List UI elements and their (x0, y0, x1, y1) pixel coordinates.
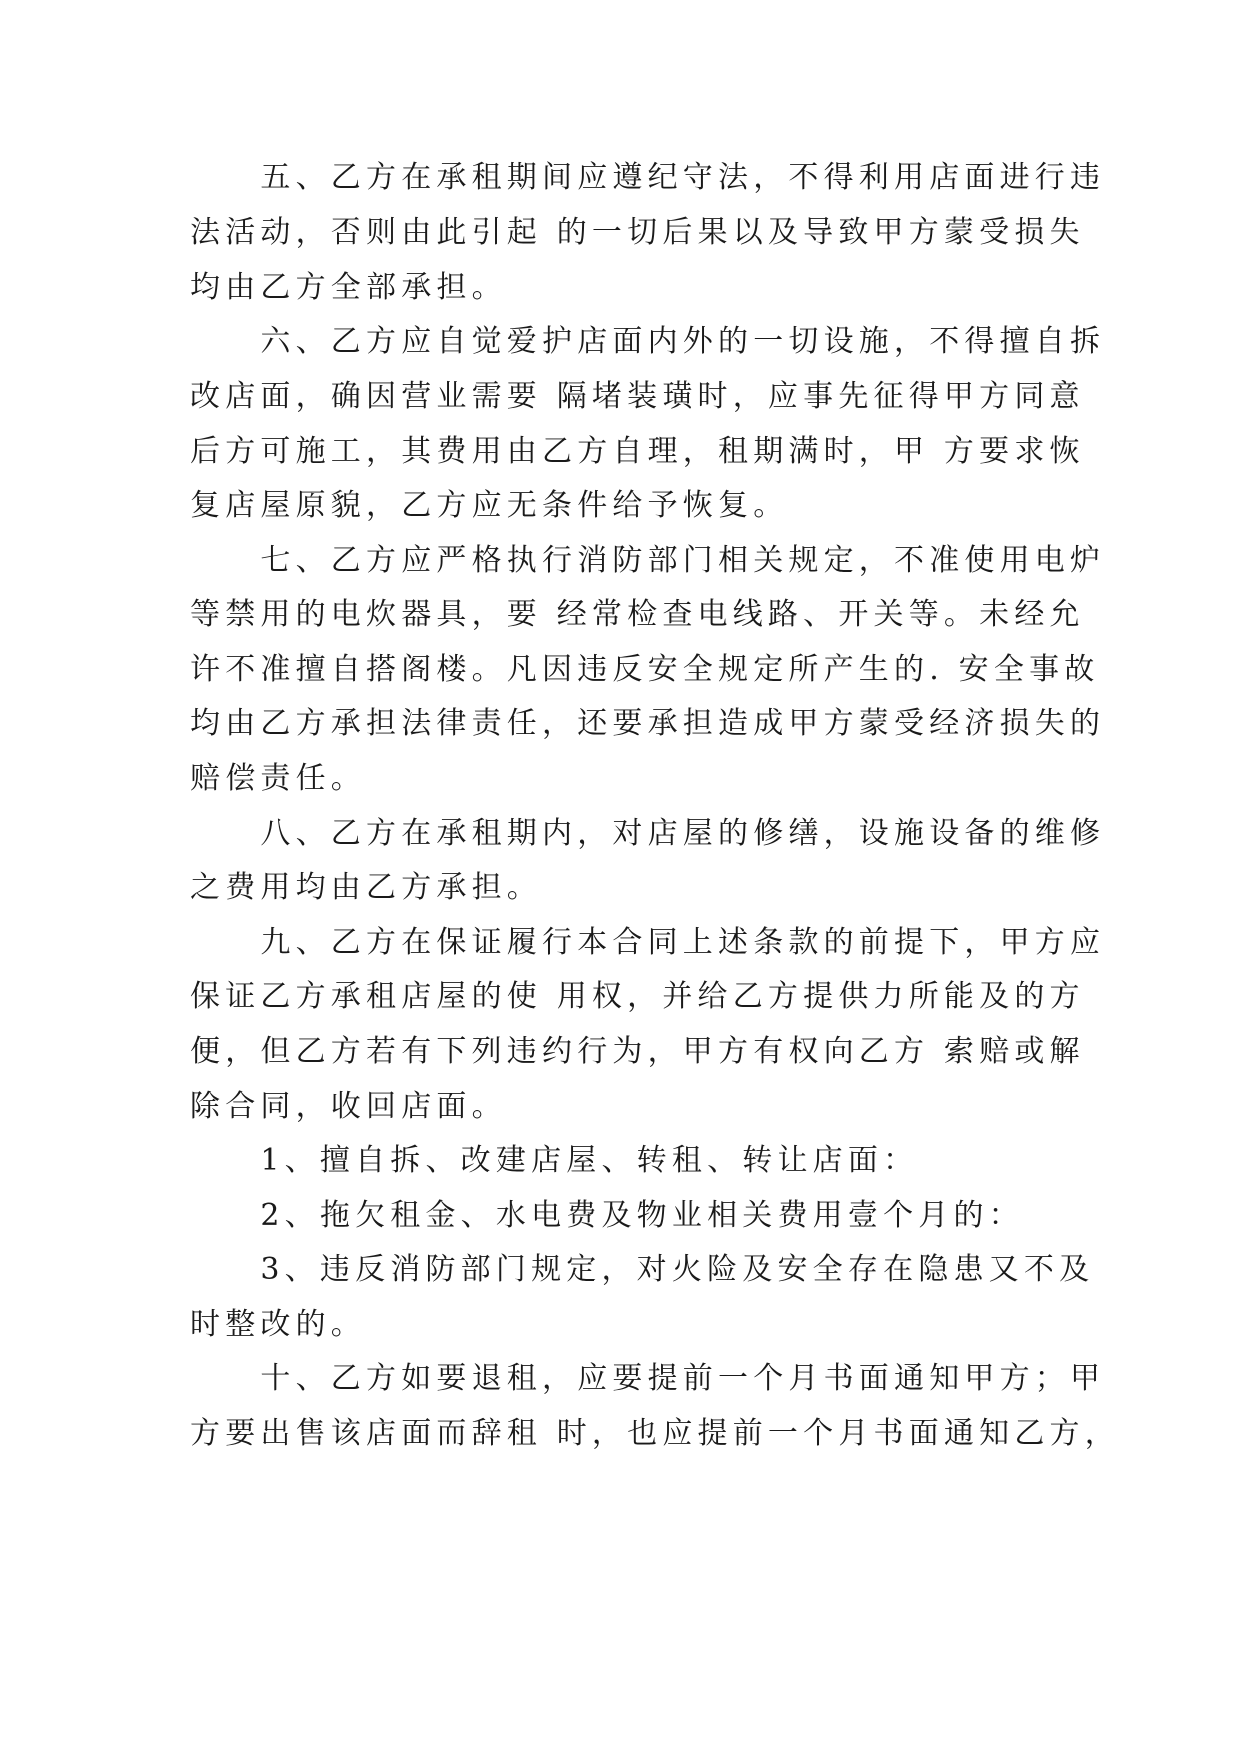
text-line: 1、擅自拆、改建店屋、转租、转让店面： (190, 1143, 919, 1178)
text-line: 复店屋原貌，乙方应无条件给予恢复。 (190, 488, 789, 523)
text-line: 方要出售该店面而辞租 时，也应提前一个月书面通知乙方， (190, 1416, 1120, 1451)
text-line: 许不准擅自搭阁楼。凡因违反安全规定所产生的. 安全事故 (190, 652, 1100, 687)
text-line: 赔偿责任。 (190, 761, 366, 796)
text-line: 便，但乙方若有下列违约行为，甲方有权向乙方 索赔或解 (190, 1034, 1085, 1069)
text-line: 七、乙方应严格执行消防部门相关规定，不准使用电炉 (190, 543, 1106, 578)
text-line: 之费用均由乙方承担。 (190, 870, 542, 905)
text-line: 五、乙方在承租期间应遵纪守法，不得利用店面进行违 (190, 160, 1106, 195)
text-line: 保证乙方承租店屋的使 用权，并给乙方提供力所能及的方 (190, 979, 1085, 1014)
text-line: 2、拖欠租金、水电费及物业相关费用壹个月的： (190, 1198, 1024, 1233)
text-line: 时整改的。 (190, 1307, 366, 1342)
text-line: 法活动，否则由此引起 的一切后果以及导致甲方蒙受损失 (190, 215, 1085, 250)
text-line: 九、乙方在保证履行本合同上述条款的前提下，甲方应 (190, 925, 1106, 960)
text-line: 六、乙方应自觉爱护店面内外的一切设施，不得擅自拆 (190, 324, 1106, 359)
text-line: 均由乙方全部承担。 (190, 270, 507, 305)
text-line: 除合同，收回店面。 (190, 1089, 507, 1124)
text-line: 等禁用的电炊器具，要 经常检查电线路、开关等。未经允 (190, 597, 1085, 632)
text-line: 后方可施工，其费用由乙方自理，租期满时，甲 方要求恢 (190, 434, 1085, 469)
text-line: 均由乙方承担法律责任，还要承担造成甲方蒙受经济损失的 (190, 706, 1106, 741)
text-line: 3、违反消防部门规定，对火险及安全存在隐患又不及 (190, 1252, 1095, 1287)
text-line: 改店面，确因营业需要 隔堵装璜时，应事先征得甲方同意 (190, 379, 1085, 414)
text-line: 十、乙方如要退租，应要提前一个月书面通知甲方；甲 (190, 1361, 1106, 1396)
text-line: 八、乙方在承租期内，对店屋的修缮，设施设备的维修 (190, 816, 1106, 851)
